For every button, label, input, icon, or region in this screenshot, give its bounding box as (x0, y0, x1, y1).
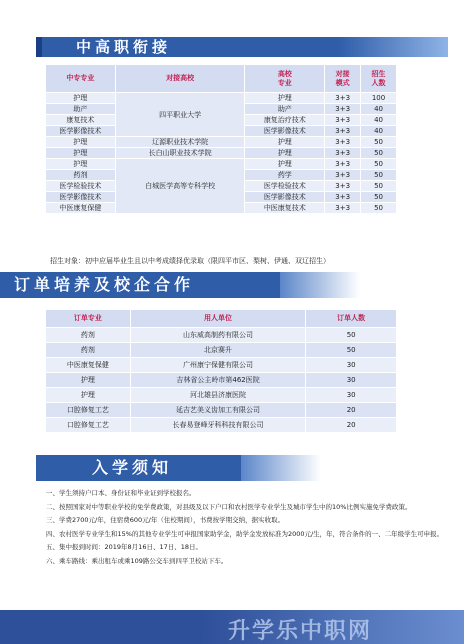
order-training-table (45, 309, 397, 433)
cell-count: 50 (361, 159, 397, 170)
table-row (46, 418, 397, 433)
cell-mode: 3+3 (325, 126, 361, 137)
notice-item: 四、农村医学专业学生和15%的其他专业学生可申报国家助学金，助学金发放标准为2000元/生，年，符合条件的一、二年级学生可申报。 (46, 529, 444, 538)
cell-employer: 长春易登峰牙科科技有限公司 (130, 418, 306, 433)
cell-order-major: 护理 (46, 373, 131, 388)
cell-order-count: 20 (306, 418, 397, 433)
cell-major: 康复技术 (46, 115, 116, 126)
header-fade (338, 37, 448, 57)
cell-order-count: 50 (306, 328, 397, 343)
cell-employer: 山东威高制药有限公司 (130, 328, 306, 343)
header-order-count: 订单人数 (306, 310, 397, 328)
cell-mode: 3+3 (325, 137, 361, 148)
cell-employer: 河北雄县济康医院 (130, 388, 306, 403)
cell-major: 护理 (46, 137, 116, 148)
section-title: 中高职衔接 (76, 38, 172, 56)
cell-major: 医学影像技术 (46, 192, 116, 203)
section-title: 订单培养及校企合作 (14, 275, 195, 294)
cell-count: 50 (361, 181, 397, 192)
header-college: 对接高校 (115, 65, 245, 93)
table-row (46, 93, 397, 104)
table-header-row (46, 65, 397, 93)
cell-employer: 广州康宁保健有限公司 (130, 358, 306, 373)
top-band (0, 0, 464, 33)
notice-item: 六、乘车路线：乘出租车或乘109路公交车到四平卫校站下车。 (46, 556, 228, 565)
cell-major: 医学检验技术 (46, 181, 116, 192)
cell-major: 护理 (46, 93, 116, 104)
admission-notices (46, 489, 451, 570)
section-header-admission (36, 455, 241, 481)
table-row (46, 358, 397, 373)
header-fade (280, 272, 360, 298)
cell-college-major: 药学 (245, 170, 325, 181)
cell-order-count: 30 (306, 358, 397, 373)
cell-college-major: 医学影像技术 (245, 192, 325, 203)
cell-count: 100 (361, 93, 397, 104)
section-header-order-training (0, 272, 280, 298)
cell-count: 40 (361, 115, 397, 126)
cell-order-count: 20 (306, 403, 397, 418)
cell-major: 助产 (46, 104, 116, 115)
table-row (46, 388, 397, 403)
notice-item: 一、学生须持户口本、身份证和毕业证到学校报名。 (46, 489, 196, 497)
cell-major: 护理 (46, 159, 116, 170)
table-row (46, 343, 397, 358)
table-row (46, 159, 397, 170)
header-accent (36, 37, 42, 57)
cell-major: 护理 (46, 148, 116, 159)
articulation-table (45, 64, 397, 214)
header-major: 中专专业 (46, 65, 116, 93)
cell-mode: 3+3 (325, 203, 361, 214)
cell-employer: 延吉艺美义齿加工有限公司 (130, 403, 306, 418)
cell-college: 白城医学高等专科学校 (115, 159, 245, 214)
header-order-major: 订单专业 (46, 310, 131, 328)
cell-college-major: 医学影像技术 (245, 126, 325, 137)
header-count: 招生 人数 (361, 65, 397, 93)
cell-college-major: 中医康复技术 (245, 203, 325, 214)
cell-mode: 3+3 (325, 170, 361, 181)
cell-mode: 3+3 (325, 115, 361, 126)
table-header-row (46, 310, 397, 328)
cell-count: 40 (361, 126, 397, 137)
enrollment-note: 招生对象：初中应届毕业生且以中考成绩择优录取（限四平市区、梨树、伊通、双辽招生） (50, 257, 330, 265)
table-row (46, 148, 397, 159)
cell-count: 50 (361, 137, 397, 148)
table-row (46, 403, 397, 418)
cell-mode: 3+3 (325, 159, 361, 170)
section-title: 入学须知 (92, 458, 173, 477)
notice-item: 五、集中报到时间：2019年8月16日、17日、18日。 (46, 543, 202, 551)
cell-order-count: 50 (306, 343, 397, 358)
cell-college-major: 康复治疗技术 (245, 115, 325, 126)
header-mode: 对接 模式 (325, 65, 361, 93)
cell-college-major: 护理 (245, 93, 325, 104)
cell-major: 医学影像技术 (46, 126, 116, 137)
cell-mode: 3+3 (325, 181, 361, 192)
cell-college-major: 护理 (245, 148, 325, 159)
header-fade (241, 455, 321, 481)
cell-employer: 吉林省公主岭市第462医院 (130, 373, 306, 388)
table-row (46, 137, 397, 148)
cell-count: 50 (361, 203, 397, 214)
cell-order-count: 30 (306, 373, 397, 388)
cell-college: 长白山职业技术学院 (115, 148, 245, 159)
cell-order-major: 口腔修复工艺 (46, 418, 131, 433)
cell-mode: 3+3 (325, 104, 361, 115)
cell-college-major: 护理 (245, 159, 325, 170)
cell-order-major: 药剂 (46, 343, 131, 358)
cell-college: 四平职业大学 (115, 93, 245, 137)
notice-item: 二、按照国家对中等职业学校的免学费政策，对县级及以下户口和农村医学专业学生及城市学生中的10%比例实施免学费政策。 (46, 502, 412, 511)
cell-order-major: 药剂 (46, 328, 131, 343)
cell-college-major: 医学检验技术 (245, 181, 325, 192)
cell-order-count: 30 (306, 388, 397, 403)
section-header-articulation (36, 37, 448, 57)
cell-college: 辽源职业技术学院 (115, 137, 245, 148)
cell-order-major: 护理 (46, 388, 131, 403)
cell-order-major: 口腔修复工艺 (46, 403, 131, 418)
cell-mode: 3+3 (325, 93, 361, 104)
cell-employer: 北京赛升 (130, 343, 306, 358)
header-college-major: 高校 专业 (245, 65, 325, 93)
cell-college-major: 护理 (245, 137, 325, 148)
watermark: 升学乐中职网 (228, 619, 373, 644)
cell-order-major: 中医康复保健 (46, 358, 131, 373)
table-row (46, 373, 397, 388)
cell-mode: 3+3 (325, 148, 361, 159)
cell-major: 药剂 (46, 170, 116, 181)
table-row (46, 328, 397, 343)
notice-item: 三、学费2700元/年，住宿费600元/年（住校期间），书费按学期交纳，据实收取。 (46, 516, 285, 524)
cell-major: 中医康复保健 (46, 203, 116, 214)
cell-mode: 3+3 (325, 192, 361, 203)
cell-count: 50 (361, 170, 397, 181)
cell-count: 50 (361, 192, 397, 203)
cell-count: 50 (361, 148, 397, 159)
cell-count: 40 (361, 104, 397, 115)
header-employer: 用人单位 (130, 310, 306, 328)
cell-college-major: 助产 (245, 104, 325, 115)
